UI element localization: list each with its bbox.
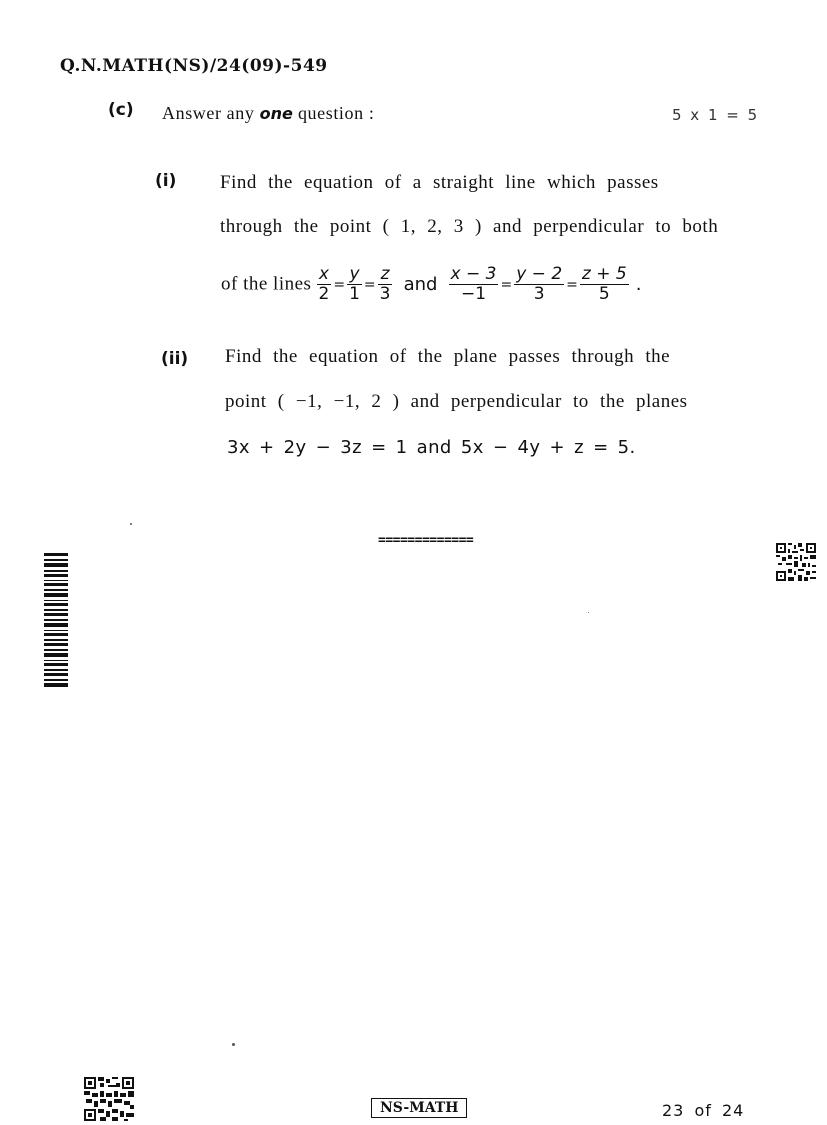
equals-sign: = bbox=[566, 276, 578, 293]
scan-speck bbox=[232, 1043, 235, 1046]
instruction-bold-word: one bbox=[259, 104, 293, 123]
question-2-line-2: point ( −1, −1, 2 ) and perpendicular to the planes bbox=[225, 391, 688, 412]
end-period: . bbox=[635, 274, 642, 295]
instruction-suffix: question : bbox=[297, 103, 375, 123]
line2-fraction-y: $\frac{y - 2}{3}$ bbox=[516, 264, 563, 304]
end-divider: ============= bbox=[378, 533, 474, 548]
scan-speck bbox=[588, 612, 589, 613]
equals-sign: = bbox=[363, 276, 376, 293]
line2-fraction-z: $\frac{z + 5}{5}$ bbox=[581, 264, 627, 304]
section-instruction bbox=[162, 103, 374, 124]
paper-code: Q.N.MATH(NS)/24(09)-549 bbox=[60, 56, 328, 76]
line1-fraction-x: $\frac{x}{2}$ bbox=[318, 264, 330, 304]
equals-sign: = bbox=[500, 276, 513, 293]
question-2-planes-equation: 3x + 2y − 3z = 1 and 5x − 4y + z = 5. bbox=[227, 437, 636, 458]
line2-fraction-x: $\frac{x - 3}{-1}$ bbox=[450, 264, 497, 304]
question-1-line-1: Find the equation of a straight line which passes bbox=[220, 172, 659, 193]
subject-label-box: NS-MATH bbox=[371, 1098, 467, 1118]
barcode-icon bbox=[44, 553, 68, 689]
question-1-line-2: through the point ( 1, 2, 3 ) and perpendicular to both bbox=[220, 216, 719, 237]
qr-code-icon bbox=[84, 1077, 134, 1121]
line1-fraction-z: $\frac{z}{3}$ bbox=[379, 264, 391, 304]
section-label: (c) bbox=[108, 100, 134, 120]
question-2-line-1: Find the equation of the plane passes through the bbox=[225, 346, 671, 367]
equals-sign: = bbox=[333, 276, 346, 293]
instruction-prefix: Answer any bbox=[162, 103, 255, 123]
conjunction-and: and bbox=[403, 274, 438, 295]
page-number: 23 of 24 bbox=[662, 1101, 745, 1120]
scan-speck bbox=[130, 523, 132, 525]
question-2-number: (ii) bbox=[161, 349, 189, 369]
question-1-lines-equation bbox=[221, 266, 648, 303]
qr-code-icon bbox=[776, 543, 816, 581]
section-marks: 5 x 1 = 5 bbox=[672, 106, 760, 124]
question-1-number: (i) bbox=[155, 171, 177, 191]
line1-fraction-y: $\frac{y}{1}$ bbox=[349, 264, 360, 304]
lines-prefix: of the lines bbox=[221, 273, 312, 295]
